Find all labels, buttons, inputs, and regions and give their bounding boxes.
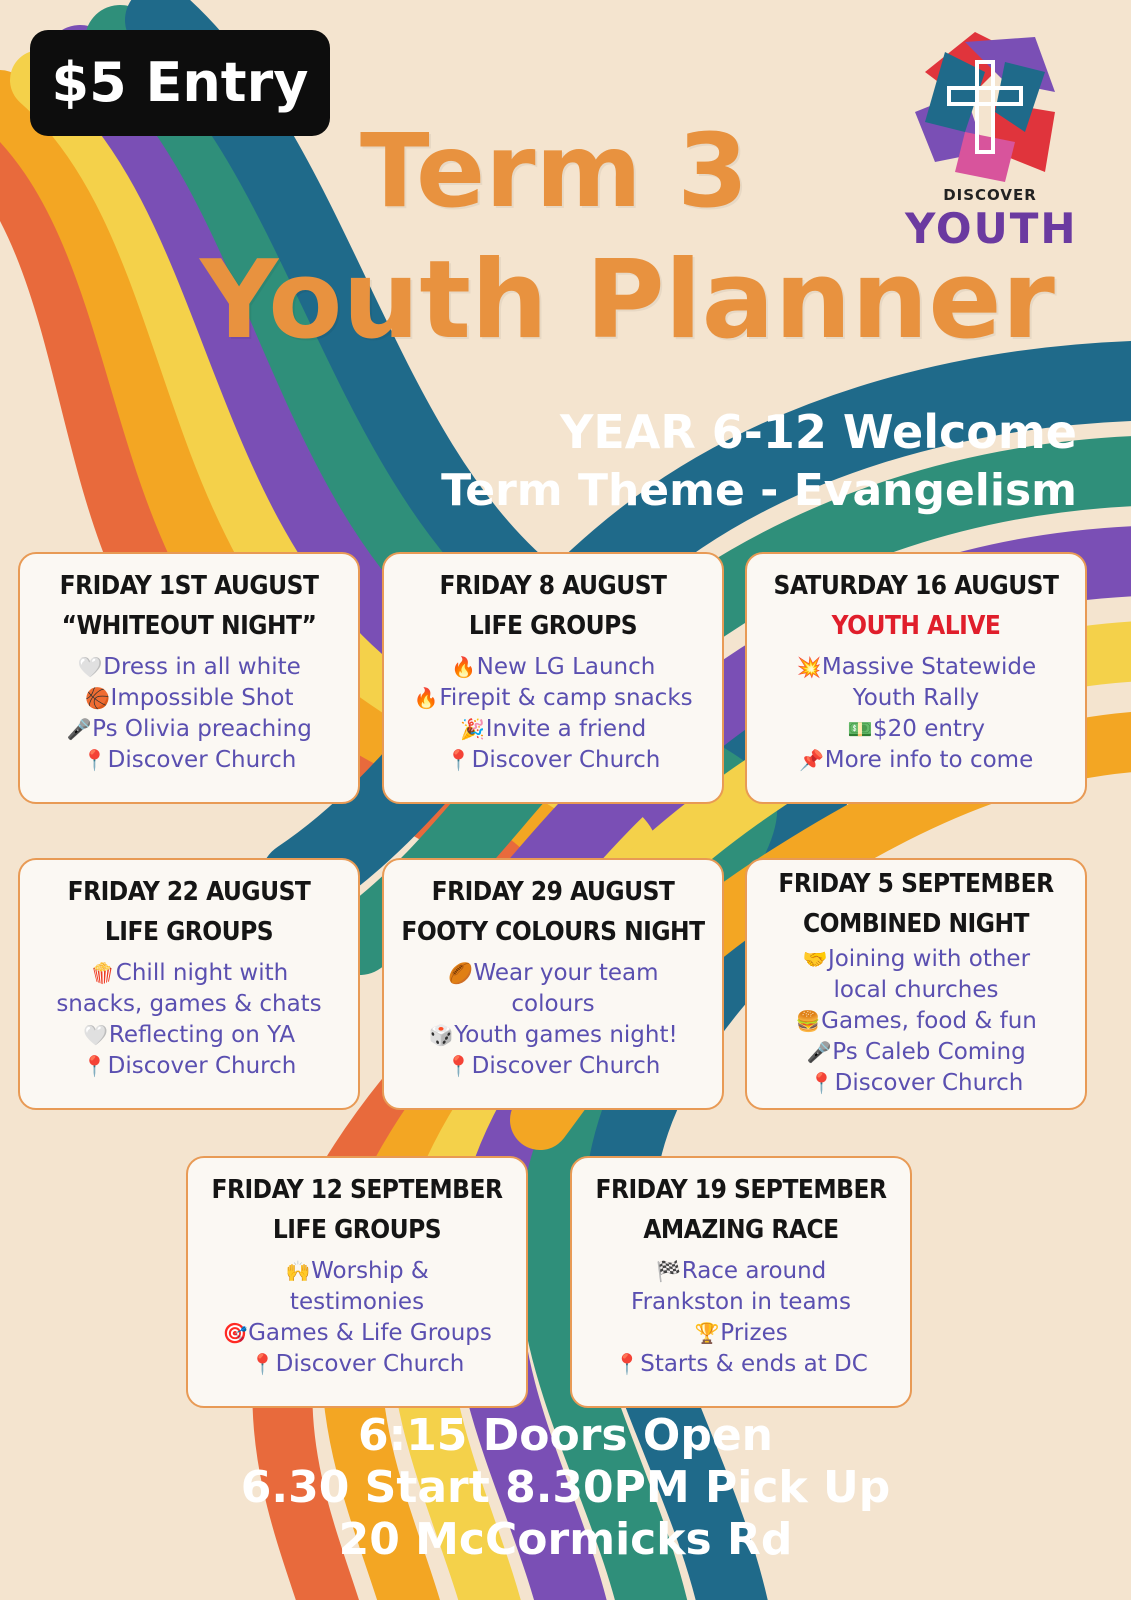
- emoji-icon: 📍: [82, 748, 108, 772]
- discover-youth-logo: [905, 32, 1085, 252]
- detail-text: Discover Church: [471, 747, 661, 773]
- emoji-icon: 📍: [446, 748, 472, 772]
- detail-text: testimonies: [289, 1289, 425, 1315]
- detail-text: Dress in all white: [103, 654, 301, 680]
- emoji-icon: 🍿: [90, 961, 116, 985]
- emoji-icon: 🤍: [83, 1023, 109, 1047]
- emoji-icon: 💥: [796, 655, 822, 679]
- emoji-icon: 🎤: [806, 1040, 832, 1064]
- detail-text: New LG Launch: [476, 654, 656, 680]
- emoji-icon: 📍: [614, 1352, 640, 1376]
- emoji-icon: 📍: [250, 1352, 276, 1376]
- list-item: [572, 1256, 910, 1287]
- detail-text: Invite a friend: [485, 716, 647, 742]
- list-item: [384, 958, 722, 989]
- detail-text: Games & Life Groups: [248, 1320, 492, 1346]
- event-details: [188, 1256, 526, 1380]
- emoji-icon: 🏉: [447, 961, 473, 985]
- list-item: [20, 1020, 358, 1051]
- event-details: [20, 958, 358, 1082]
- detail-text: More info to come: [824, 747, 1034, 773]
- list-item: [747, 714, 1085, 745]
- term-theme: Term Theme - Evangelism: [441, 465, 1077, 516]
- detail-text: Discover Church: [275, 1351, 465, 1377]
- event-details: [384, 958, 722, 1082]
- detail-text: Frankston in teams: [631, 1289, 851, 1315]
- emoji-icon: 📍: [809, 1071, 835, 1095]
- event-card: [382, 552, 724, 804]
- event-name: LIFE GROUPS: [468, 611, 638, 641]
- detail-text: Starts & ends at DC: [640, 1351, 868, 1377]
- doors-open-time: 6:15 Doors Open: [357, 1410, 773, 1461]
- event-name: “WHITEOUT NIGHT”: [61, 611, 317, 641]
- event-details: [747, 944, 1085, 1099]
- emoji-icon: 🙌: [285, 1259, 311, 1283]
- emoji-icon: 💵: [847, 717, 873, 741]
- event-name: LIFE GROUPS: [272, 1215, 442, 1245]
- emoji-icon: 🤍: [77, 655, 103, 679]
- detail-text: $20 entry: [872, 716, 986, 742]
- event-date: FRIDAY 12 SEPTEMBER: [211, 1175, 503, 1205]
- event-card: [570, 1156, 912, 1408]
- venue-address: 20 McCormicks Rd: [338, 1514, 793, 1565]
- list-item: [572, 1318, 910, 1349]
- start-pickup-times: 6.30 Start 8.30PM Pick Up: [240, 1462, 891, 1513]
- event-name: YOUTH ALIVE: [831, 611, 1001, 641]
- detail-text: Wear your team: [473, 960, 659, 986]
- event-date: FRIDAY 8 AUGUST: [439, 571, 667, 601]
- event-date: FRIDAY 22 AUGUST: [67, 877, 311, 907]
- emoji-icon: 🔥: [451, 655, 477, 679]
- event-details: [747, 652, 1085, 776]
- list-item: [20, 714, 358, 745]
- detail-text: Joining with other: [827, 946, 1031, 972]
- detail-text: Massive Statewide: [821, 654, 1037, 680]
- event-card: [382, 858, 724, 1110]
- emoji-icon: 📍: [446, 1054, 472, 1078]
- event-date: SATURDAY 16 AUGUST: [773, 571, 1059, 601]
- event-card: [745, 858, 1087, 1110]
- event-name: LIFE GROUPS: [104, 917, 274, 947]
- emoji-icon: 📌: [799, 748, 825, 772]
- detail-text: Firepit & camp snacks: [439, 685, 693, 711]
- list-item: [20, 683, 358, 714]
- event-details: [384, 652, 722, 776]
- emoji-icon: 📍: [82, 1054, 108, 1078]
- detail-text: Prizes: [720, 1320, 788, 1346]
- title-line-1: Term 3: [360, 112, 749, 231]
- emoji-icon: 🍔: [795, 1009, 821, 1033]
- detail-text: Impossible Shot: [110, 685, 294, 711]
- list-item: [188, 1349, 526, 1380]
- list-item: [747, 683, 1085, 714]
- list-item: [747, 1068, 1085, 1099]
- emoji-icon: 🎲: [428, 1023, 454, 1047]
- detail-text: Worship &: [311, 1258, 429, 1284]
- title-line-2: Youth Planner: [200, 238, 1055, 363]
- event-name: COMBINED NIGHT: [803, 909, 1029, 939]
- event-date: FRIDAY 19 SEPTEMBER: [595, 1175, 887, 1205]
- list-item: [384, 1051, 722, 1082]
- list-item: [572, 1349, 910, 1380]
- list-item: [384, 714, 722, 745]
- list-item: [20, 989, 358, 1020]
- list-item: [188, 1256, 526, 1287]
- emoji-icon: 🏁: [656, 1259, 682, 1283]
- list-item: [384, 652, 722, 683]
- list-item: [20, 1051, 358, 1082]
- list-item: [747, 944, 1085, 975]
- detail-text: Race around: [681, 1258, 827, 1284]
- detail-text: Games, food & fun: [821, 1008, 1037, 1034]
- detail-text: Reflecting on YA: [108, 1022, 296, 1048]
- emoji-icon: 🎤: [66, 717, 92, 741]
- emoji-icon: 🎯: [222, 1321, 248, 1345]
- event-card: [186, 1156, 528, 1408]
- list-item: [384, 1020, 722, 1051]
- list-item: [188, 1318, 526, 1349]
- detail-text: Discover Church: [107, 1053, 297, 1079]
- entry-price-badge: $5 Entry: [30, 30, 330, 136]
- emoji-icon: 🎉: [460, 717, 486, 741]
- logo-text-discover: DISCOVER: [943, 186, 1037, 204]
- detail-text: Youth games night!: [454, 1022, 678, 1048]
- event-name: FOOTY COLOURS NIGHT: [401, 917, 705, 947]
- emoji-icon: 🏆: [694, 1321, 720, 1345]
- event-details: [572, 1256, 910, 1380]
- detail-text: Discover Church: [107, 747, 297, 773]
- event-card: [745, 552, 1087, 804]
- detail-text: Youth Rally: [852, 685, 980, 711]
- list-item: [20, 652, 358, 683]
- detail-text: Ps Caleb Coming: [832, 1039, 1026, 1065]
- detail-text: Chill night with: [115, 960, 289, 986]
- logo-text-youth: YOUTH: [905, 204, 1078, 253]
- event-details: [20, 652, 358, 776]
- list-item: [747, 745, 1085, 776]
- event-card: [18, 858, 360, 1110]
- event-date: FRIDAY 5 SEPTEMBER: [778, 869, 1054, 899]
- emoji-icon: 🤝: [802, 947, 828, 971]
- event-name: AMAZING RACE: [643, 1215, 839, 1245]
- emoji-icon: 🏀: [85, 686, 110, 710]
- list-item: [20, 745, 358, 776]
- list-item: [384, 989, 722, 1020]
- cross-logo-icon: [905, 32, 1075, 182]
- event-date: FRIDAY 29 AUGUST: [431, 877, 675, 907]
- event-date: FRIDAY 1ST AUGUST: [59, 571, 319, 601]
- detail-text: colours: [511, 991, 595, 1017]
- detail-text: snacks, games & chats: [56, 991, 322, 1017]
- list-item: [572, 1287, 910, 1318]
- detail-text: Discover Church: [471, 1053, 661, 1079]
- list-item: [20, 958, 358, 989]
- event-card: [18, 552, 360, 804]
- emoji-icon: 🔥: [413, 686, 439, 710]
- list-item: [384, 745, 722, 776]
- welcome-heading: YEAR 6-12 Welcome: [560, 405, 1077, 459]
- detail-text: Ps Olivia preaching: [92, 716, 312, 742]
- list-item: [747, 975, 1085, 1006]
- list-item: [747, 1037, 1085, 1068]
- list-item: [747, 1006, 1085, 1037]
- list-item: [188, 1287, 526, 1318]
- list-item: [747, 652, 1085, 683]
- detail-text: local churches: [833, 977, 999, 1003]
- detail-text: Discover Church: [834, 1070, 1024, 1096]
- list-item: [384, 683, 722, 714]
